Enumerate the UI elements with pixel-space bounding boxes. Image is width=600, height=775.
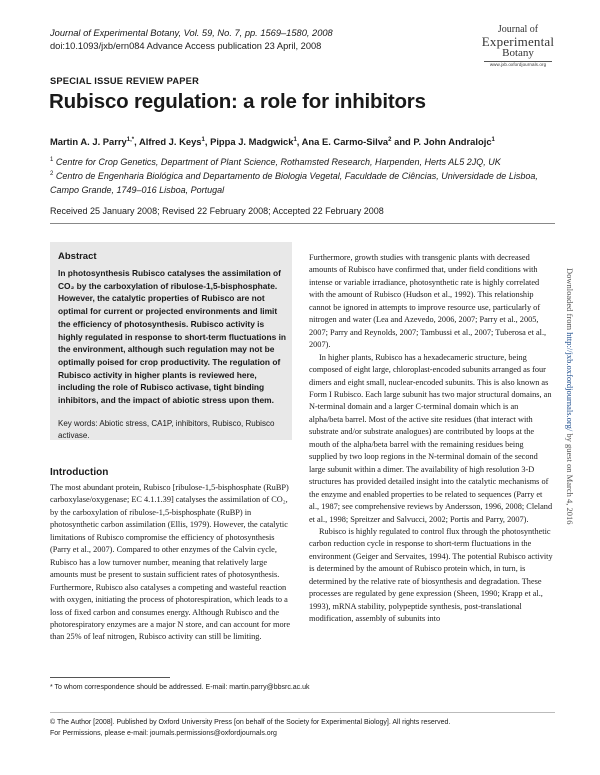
affiliation-2 xyxy=(50,167,555,197)
journal-citation: Journal of Experimental Botany, Vol. 59, No. 7, pp. 1569–1580, 2008 xyxy=(50,28,333,38)
author-sup: 1 xyxy=(201,136,205,143)
copyright-block xyxy=(50,718,555,739)
affiliation-text: Centre for Crop Genetics, Department of Plant Science, Rothamsted Research, Harpenden, Herts AL5 2JQ, UK xyxy=(55,157,501,167)
author-sup: 1 xyxy=(293,136,297,143)
affiliation-sup: 2 xyxy=(50,171,54,177)
paragraph: Rubisco is highly regulated to control flux through the photosynthetic carbon reduction cycle in response to short-term fluctuations in the environment (Geiger and Servaites, 1994). The potential Rubisco activity is determined by the amount of Rubisco protein which, in turn, is determined by the relative rate of biosynthesis and degradation. These processes are regulated by gene expression (Sheen, 1990; Krapp et al., 1993), mRNA stability, polypeptide synthesis, post-translational modification, assembly of subunits into xyxy=(309,526,553,624)
footer-divider xyxy=(50,712,555,713)
abstract-heading: Abstract xyxy=(58,251,97,262)
author-name: Alfred J. Keys xyxy=(138,136,202,147)
download-link[interactable]: http://jxb.oxfordjournals.org/ xyxy=(565,332,575,432)
permissions-line: For Permissions, please e-mail: journals.permissions@oxfordjournals.org xyxy=(50,729,277,737)
doi-line: doi:10.1093/jxb/ern084 Advance Access publication 23 April, 2008 xyxy=(50,41,322,51)
logo-line-2: Experimental xyxy=(481,34,555,49)
download-note-prefix: Downloaded from xyxy=(565,268,575,333)
journal-logo xyxy=(478,25,558,68)
article-kicker: SPECIAL ISSUE REVIEW PAPER xyxy=(50,76,199,86)
left-column xyxy=(50,482,296,644)
author-name: Pippa J. Madgwick xyxy=(210,136,294,147)
paragraph: In higher plants, Rubisco has a hexadecameric structure, being composed of eight large, chloroplast-encoded subunits arranged as four dimers and eight small, nuclear-encoded subunits. This is also known as Form I Rubisco. Each large subunit has two major structural domains, an N-terminal domain and a larger C-terminal domain which is an alpha/beta barrel. Most of the active site residues (that interact with substrate and/or substrate analogues) are contributed by loops at the mouth of the alpha/beta barrel with the remaining residues being supplied by two loop regions in the N-terminal domain of the second large subunit within a dimer. The availability of high resolution 3-D structures has provided detailed insight into the catalytic mechanisms of the enzyme and enabled properties to be related to sequences (Parry et al., 1987; see comprehensive reviews by Andersson, 1996, 2008; Cleland et al., 1998; Spreitzer and Salvucci, 2002; Portis and Parry, 2007). xyxy=(309,352,553,524)
paragraph: The most abundant protein, Rubisco [ribulose-1,5-bisphosphate (RuBP) carboxylase/oxygenase; EC 4.1.1.39] catalyses the assimilation of CO₂, by the carboxylation of ribulose-1,5-bisphosphate (RuBP) in photosynthetic carbon assimilation (Ellis, 1979). However, the catalytic limitations of Rubisco compromise the efficiency of photosynthesis (Parry et al., 2007). Compared to other enzymes of the Calvin cycle, Rubisco has a low turnover number, meaning that relatively large amounts must be present to sustain sufficient rates of photosynthesis. Furthermore, Rubisco also catalyses a competing and wasteful reaction with oxygen, initiating the process of photorespiration, which leads to a loss of fixed carbon and consumes energy. Although Rubisco and the photorespiratory enzymes are a major N store, and can account for more than 25% of leaf nitrogen, Rubisco activity can still be limiting. xyxy=(50,483,291,642)
received-dates: Received 25 January 2008; Revised 22 February 2008; Accepted 22 February 2008 xyxy=(50,206,384,216)
paragraph: Furthermore, growth studies with transgenic plants with decreased amounts of Rubisco have confirmed that, under field conditions with intense or variable irradiance, photosynthetic rate is highly correlated with the amount of Rubisco (Hudson et al., 1992). This relationship cannot be ignored in attempts to improve resource use, particularly of nitrogen and water (Lea and Azevedo, 2006, 2007; Parry et al., 2005, 2007; Parry and Reynolds, 2007; Tambussi et al., 2007; Tuberosa et al., 2007). xyxy=(309,253,547,350)
article-title: Rubisco regulation: a role for inhibitors xyxy=(49,90,426,113)
author-name: P. John Andralojc xyxy=(413,136,492,147)
affiliation-text: Centro de Engenharia Biológica and Departamento de Biologia Vegetal, Faculdade de Ciências, Universidade de Lisboa, Campo Grande, 1749–016 Lisboa, Portugal xyxy=(50,171,538,195)
author-sup: 1 xyxy=(491,136,495,143)
keywords: Key words: Abiotic stress, CA1P, inhibitors, Rubisco, Rubisco activase. xyxy=(58,419,275,440)
download-note xyxy=(565,268,575,728)
author-name: Martin A. J. Parry xyxy=(50,136,127,147)
logo-line-3: Botany xyxy=(502,47,534,59)
copyright-line: © The Author [2008]. Published by Oxford University Press [on behalf of the Society for Experimental Biology]. All rights reserved. xyxy=(50,719,451,726)
right-column xyxy=(309,252,553,626)
logo-tagline: www.jxb.oxfordjournals.org xyxy=(489,62,547,67)
logo-line-1: Journal of xyxy=(497,24,539,35)
header-divider xyxy=(50,223,555,224)
footnote-divider xyxy=(50,677,170,678)
introduction-heading: Introduction xyxy=(50,467,109,478)
author-sup: 2 xyxy=(388,136,392,143)
author-name: Ana E. Carmo-Silva xyxy=(301,136,389,147)
abstract-body: In photosynthesis Rubisco catalyses the assimilation of CO₂ by the carboxylation of ribulose-1,5-bisphosphate. However, the catalytic properties of Rubisco are not optimal for current or projected environments and limit the efficiency of photosynthesis. Rubisco activity is highly regulated in response to short-term fluctuations in the environment, although such regulation may not be optimally poised for crop productivity. The regulation of Rubisco activity in higher plants is reviewed here, including the role of Rubisco activase, tight binding inhibitors, and the impact of abiotic stress upon them. xyxy=(58,268,287,406)
affiliation-sup: 1 xyxy=(50,157,54,163)
correspondence-footnote: * To whom correspondence should be addressed. E-mail: martin.parry@bbsrc.ac.uk xyxy=(50,684,310,691)
author-sup: 1,* xyxy=(126,136,135,143)
download-note-suffix: by guest on March 4, 2016 xyxy=(565,431,575,525)
author-list: Martin A. J. Parry$^{1,*}$, Alfred J. Keys$^1$, Pippa J. Madgwick$^1$, Ana E. Carmo-Silva$^2$ and P. John Andralojc$^1$ xyxy=(50,136,495,147)
